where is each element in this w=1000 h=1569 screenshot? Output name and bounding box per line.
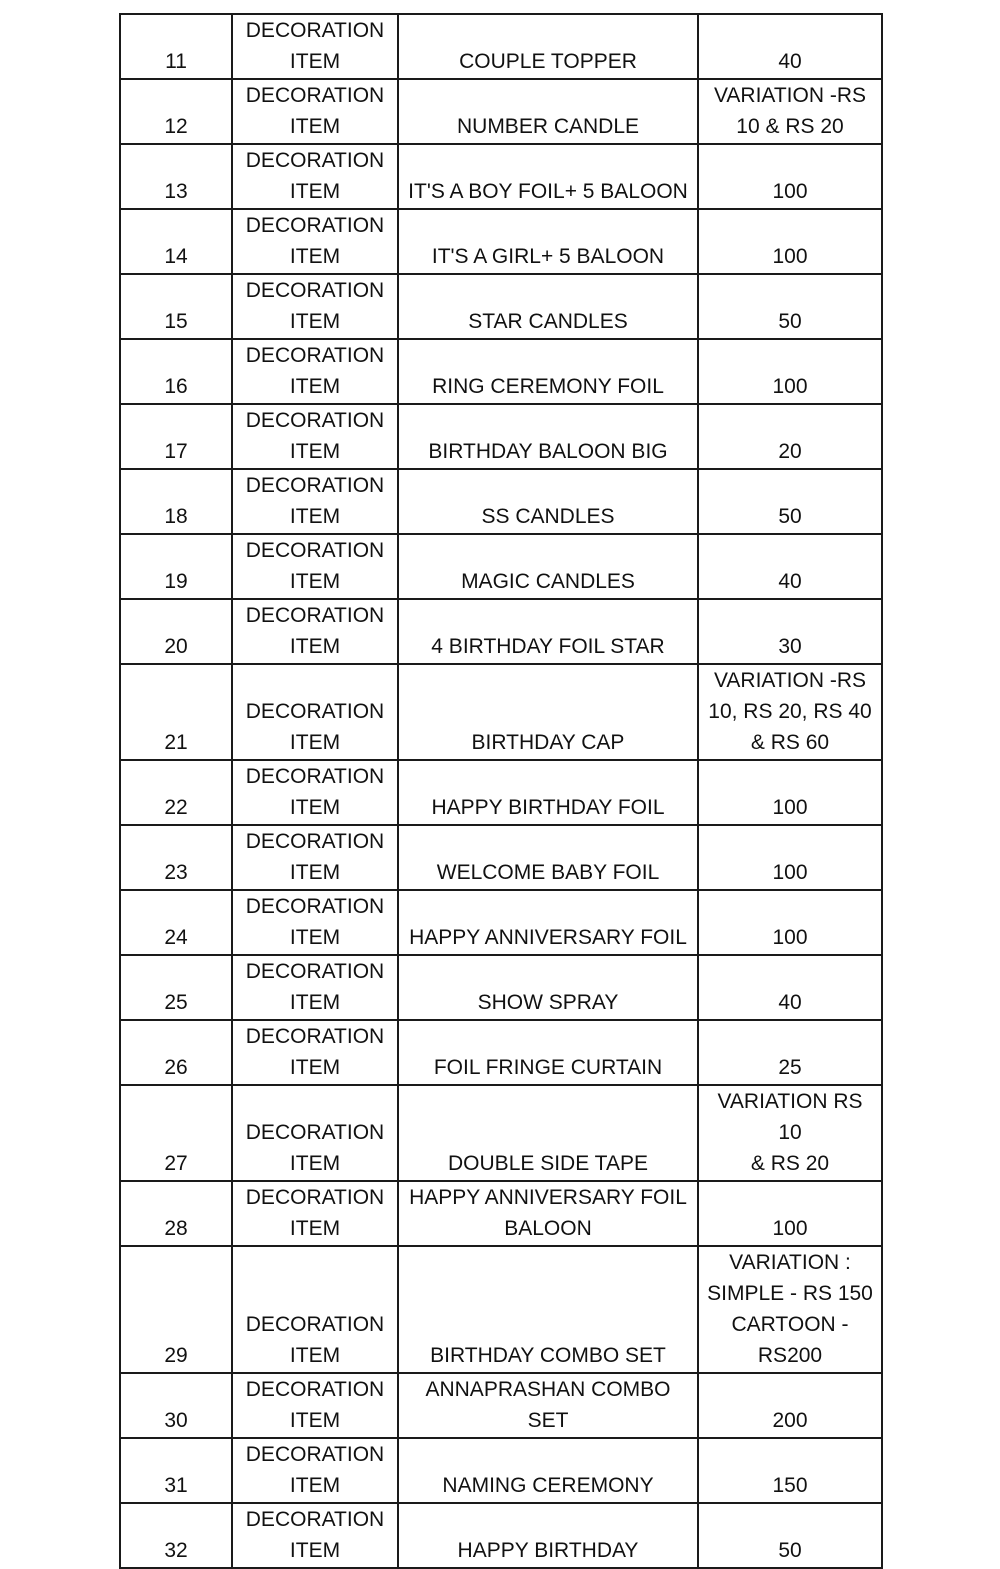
table-row [120, 1503, 882, 1568]
item-name-cell: IT'S A BOY FOIL+ 5 BALOON [398, 144, 698, 209]
item-category-cell: DECORATION ITEM [232, 1085, 398, 1181]
item-number-cell: 20 [120, 599, 232, 664]
item-price-cell: 50 [698, 274, 882, 339]
item-number-cell: 21 [120, 664, 232, 760]
item-price-cell: 200 [698, 1373, 882, 1438]
item-category-cell: DECORATION ITEM [232, 1503, 398, 1568]
item-category-cell: DECORATION ITEM [232, 274, 398, 339]
item-price-cell: 100 [698, 209, 882, 274]
item-category-cell: DECORATION ITEM [232, 14, 398, 79]
item-number-cell: 25 [120, 955, 232, 1020]
item-number-cell: 13 [120, 144, 232, 209]
item-name-cell: BIRTHDAY COMBO SET [398, 1246, 698, 1373]
item-price-cell: VARIATION -RS 10, RS 20, RS 40 & RS 60 [698, 664, 882, 760]
item-category-cell: DECORATION ITEM [232, 144, 398, 209]
item-name-cell: IT'S A GIRL+ 5 BALOON [398, 209, 698, 274]
table-row [120, 274, 882, 339]
item-number-cell: 24 [120, 890, 232, 955]
item-number-cell: 11 [120, 14, 232, 79]
item-price-cell: VARIATION RS 10 & RS 20 [698, 1085, 882, 1181]
table-row [120, 144, 882, 209]
item-category-cell: DECORATION ITEM [232, 404, 398, 469]
table-row [120, 14, 882, 79]
item-category-cell: DECORATION ITEM [232, 1246, 398, 1373]
item-name-cell: HAPPY ANNIVERSARY FOIL [398, 890, 698, 955]
item-number-cell: 12 [120, 79, 232, 144]
item-category-cell: DECORATION ITEM [232, 339, 398, 404]
table-row [120, 1373, 882, 1438]
item-price-cell: VARIATION : SIMPLE - RS 150 CARTOON -RS200 [698, 1246, 882, 1373]
table-row [120, 664, 882, 760]
item-number-cell: 16 [120, 339, 232, 404]
item-price-cell: 100 [698, 760, 882, 825]
item-number-cell: 30 [120, 1373, 232, 1438]
item-number-cell: 32 [120, 1503, 232, 1568]
item-name-cell: WELCOME BABY FOIL [398, 825, 698, 890]
item-category-cell: DECORATION ITEM [232, 469, 398, 534]
item-price-cell: 50 [698, 1503, 882, 1568]
table-row [120, 404, 882, 469]
item-name-cell: MAGIC CANDLES [398, 534, 698, 599]
item-category-cell: DECORATION ITEM [232, 599, 398, 664]
table-row [120, 760, 882, 825]
table-row [120, 79, 882, 144]
item-price-cell: 50 [698, 469, 882, 534]
item-category-cell: DECORATION ITEM [232, 1020, 398, 1085]
item-price-cell: 40 [698, 534, 882, 599]
table-row [120, 469, 882, 534]
table-row [120, 339, 882, 404]
item-category-cell: DECORATION ITEM [232, 1438, 398, 1503]
item-category-cell: DECORATION ITEM [232, 534, 398, 599]
table-row [120, 209, 882, 274]
price-list-table [119, 13, 883, 1569]
item-name-cell: HAPPY ANNIVERSARY FOIL BALOON [398, 1181, 698, 1246]
item-price-cell: 40 [698, 14, 882, 79]
item-category-cell: DECORATION ITEM [232, 955, 398, 1020]
item-name-cell: HAPPY BIRTHDAY [398, 1503, 698, 1568]
item-price-cell: 100 [698, 825, 882, 890]
table-row [120, 1085, 882, 1181]
item-number-cell: 31 [120, 1438, 232, 1503]
item-category-cell: DECORATION ITEM [232, 825, 398, 890]
item-category-cell: DECORATION ITEM [232, 79, 398, 144]
item-number-cell: 17 [120, 404, 232, 469]
price-list-body [120, 14, 882, 1568]
item-category-cell: DECORATION ITEM [232, 1181, 398, 1246]
item-number-cell: 28 [120, 1181, 232, 1246]
item-name-cell: STAR CANDLES [398, 274, 698, 339]
table-row [120, 599, 882, 664]
table-row [120, 1246, 882, 1373]
table-row [120, 534, 882, 599]
item-category-cell: DECORATION ITEM [232, 760, 398, 825]
item-price-cell: 25 [698, 1020, 882, 1085]
table-row [120, 1438, 882, 1503]
item-name-cell: 4 BIRTHDAY FOIL STAR [398, 599, 698, 664]
item-name-cell: ANNAPRASHAN COMBO SET [398, 1373, 698, 1438]
item-number-cell: 15 [120, 274, 232, 339]
item-name-cell: COUPLE TOPPER [398, 14, 698, 79]
item-number-cell: 26 [120, 1020, 232, 1085]
table-row [120, 955, 882, 1020]
item-price-cell: 100 [698, 144, 882, 209]
item-category-cell: DECORATION ITEM [232, 209, 398, 274]
item-category-cell: DECORATION ITEM [232, 1373, 398, 1438]
item-price-cell: 20 [698, 404, 882, 469]
item-number-cell: 27 [120, 1085, 232, 1181]
item-number-cell: 22 [120, 760, 232, 825]
item-number-cell: 29 [120, 1246, 232, 1373]
item-category-cell: DECORATION ITEM [232, 664, 398, 760]
item-name-cell: BIRTHDAY CAP [398, 664, 698, 760]
item-number-cell: 23 [120, 825, 232, 890]
item-name-cell: RING CEREMONY FOIL [398, 339, 698, 404]
item-number-cell: 19 [120, 534, 232, 599]
item-name-cell: NAMING CEREMONY [398, 1438, 698, 1503]
item-name-cell: SS CANDLES [398, 469, 698, 534]
item-price-cell: VARIATION -RS 10 & RS 20 [698, 79, 882, 144]
item-name-cell: BIRTHDAY BALOON BIG [398, 404, 698, 469]
item-category-cell: DECORATION ITEM [232, 890, 398, 955]
item-name-cell: NUMBER CANDLE [398, 79, 698, 144]
table-row [120, 825, 882, 890]
item-price-cell: 100 [698, 1181, 882, 1246]
item-price-cell: 100 [698, 339, 882, 404]
item-number-cell: 18 [120, 469, 232, 534]
item-name-cell: DOUBLE SIDE TAPE [398, 1085, 698, 1181]
item-number-cell: 14 [120, 209, 232, 274]
table-row [120, 1181, 882, 1246]
item-name-cell: SHOW SPRAY [398, 955, 698, 1020]
item-price-cell: 40 [698, 955, 882, 1020]
item-name-cell: FOIL FRINGE CURTAIN [398, 1020, 698, 1085]
item-price-cell: 30 [698, 599, 882, 664]
item-price-cell: 150 [698, 1438, 882, 1503]
table-row [120, 890, 882, 955]
item-name-cell: HAPPY BIRTHDAY FOIL [398, 760, 698, 825]
item-price-cell: 100 [698, 890, 882, 955]
table-row [120, 1020, 882, 1085]
